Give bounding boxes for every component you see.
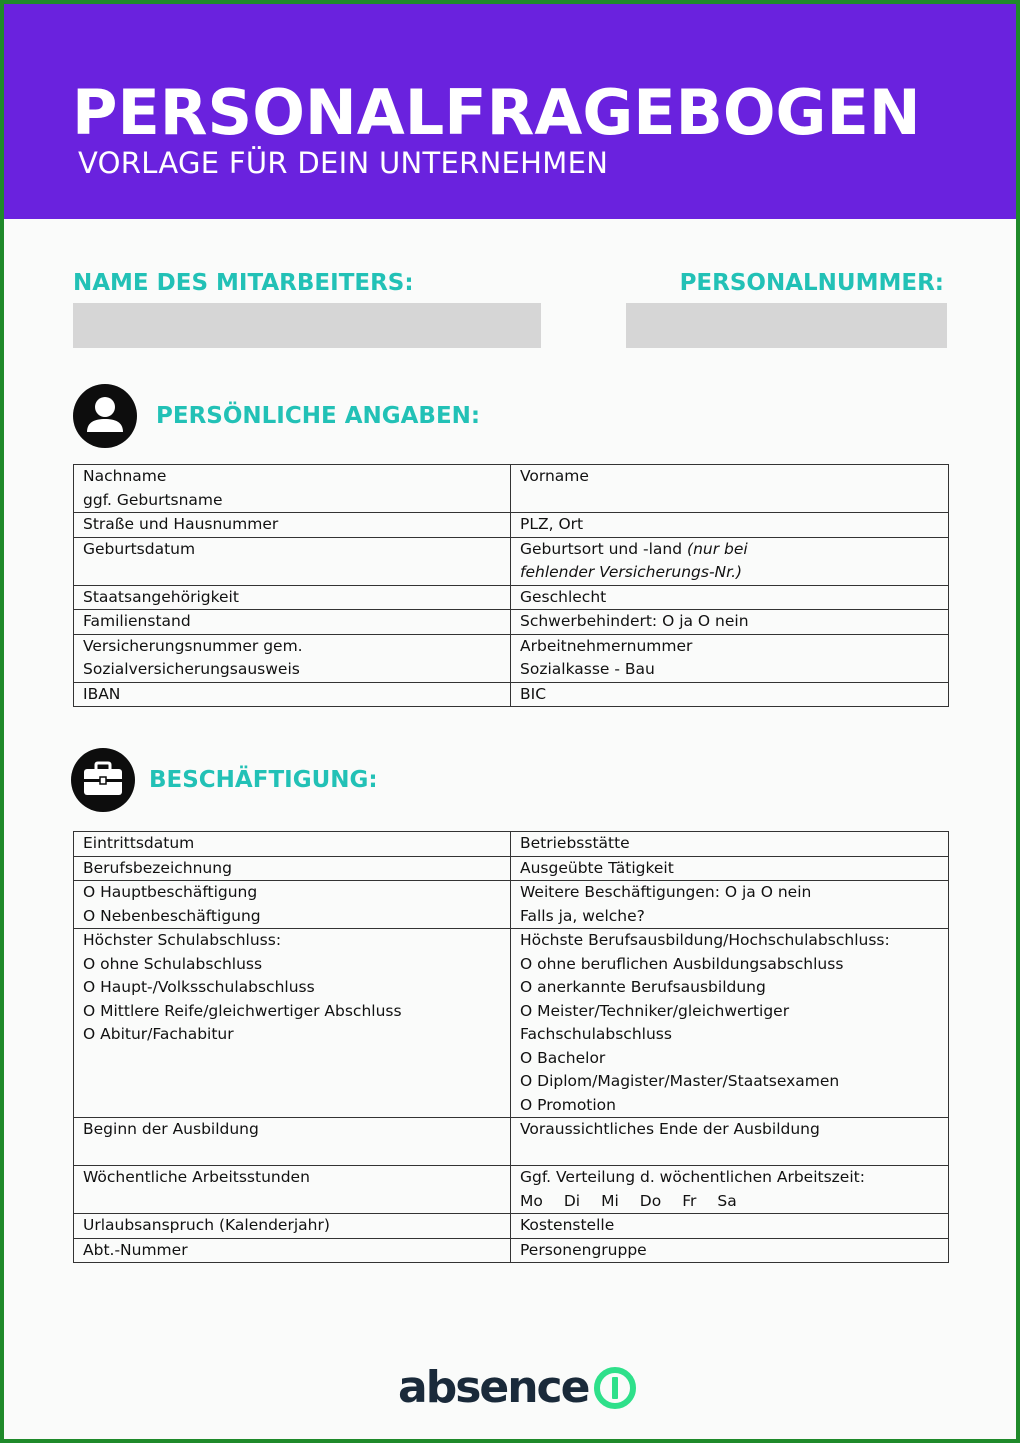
table-cell[interactable] [74,682,511,707]
cell-label: ggf. Geburtsname [83,490,223,509]
cell-label: Personengruppe [520,1240,647,1259]
cell-label: BIC [520,684,547,703]
cell-label: Familienstand [83,612,191,630]
cell-label: Arbeitnehmernummer [520,636,693,655]
weekday-do[interactable]: Do [639,1191,662,1210]
table-cell[interactable] [511,465,949,513]
cell-label: Sozialversicherungsausweis [83,660,300,678]
table-cell[interactable] [511,832,949,857]
option-item[interactable]: O Mittlere Reife/gleichwertiger Abschluss [83,1001,402,1020]
option-weitere[interactable]: Weitere Beschäftigungen: O ja O nein [520,883,812,901]
cell-label: Falls ja, welche? [520,906,645,925]
cell-label: Betriebsstätte [520,834,630,852]
table-cell[interactable] [511,634,949,682]
cell-label-note [520,561,939,585]
table-row [74,1238,949,1263]
personal-data-table [73,464,949,707]
option-item[interactable]: O anerkannte Berufsausbildung [520,978,766,996]
cell-label: Vorname [520,467,589,485]
person-icon [73,384,137,448]
cell-label: Urlaubsanspruch (Kalenderjahr) [83,1216,330,1234]
table-cell[interactable] [74,929,511,1118]
cell-label [520,538,939,562]
employee-name-field[interactable] [73,303,541,348]
cell-label: Ausgeübte Tätigkeit [520,858,674,877]
table-cell[interactable] [74,465,511,513]
option-item[interactable]: O Abitur/Fachabitur [83,1025,234,1043]
cell-label: Wöchentliche Arbeitsstunden [83,1168,310,1186]
cell-label-note: (nur bei [687,539,748,558]
table-cell[interactable] [511,929,949,1118]
weekday-mo[interactable]: Mo [520,1191,543,1210]
table-cell[interactable] [74,537,511,585]
table-row [74,465,949,513]
cell-label: IBAN [83,684,121,703]
table-cell[interactable] [74,832,511,857]
table-cell[interactable] [74,585,511,610]
cell-label: Höchste Berufsausbildung/Hochschulabschluss: [520,931,890,949]
table-row [74,585,949,610]
header-banner [4,4,1016,219]
employment-data-table [73,831,949,1263]
briefcase-icon [71,748,135,812]
table-row [74,881,949,929]
table-cell[interactable] [74,610,511,635]
option-haupt[interactable]: O Hauptbeschäftigung [83,883,258,901]
power-icon [592,1365,638,1411]
weekday-mi[interactable]: Mi [601,1191,619,1210]
cell-label: Versicherungsnummer gem. [83,636,303,655]
table-cell[interactable] [74,1238,511,1263]
table-row [74,513,949,538]
table-row [74,1166,949,1214]
table-row [74,634,949,682]
table-cell[interactable] [74,856,511,881]
option-item-cont: Fachschulabschluss [520,1025,672,1043]
personal-number-field[interactable] [626,303,947,348]
table-cell[interactable] [511,513,949,538]
table-cell[interactable] [74,1214,511,1239]
cell-label-main: Geburtsort und -land [520,539,683,558]
option-item[interactable]: O Bachelor [520,1048,606,1067]
personal-number-label: PERSONALNUMMER: [679,270,944,296]
cell-label: Nachname [83,467,167,485]
table-row [74,682,949,707]
cell-label: Straße und Hausnummer [83,515,279,533]
cell-label: PLZ, Ort [520,515,584,533]
cell-label: Beginn der Ausbildung [83,1120,259,1138]
table-row [74,832,949,857]
table-cell[interactable] [511,856,949,881]
table-cell[interactable] [511,1214,949,1239]
cell-label: Sozialkasse - Bau [520,660,655,678]
table-cell[interactable] [74,881,511,929]
table-cell[interactable] [511,1118,949,1166]
weekday-di[interactable]: Di [563,1191,581,1210]
absence-logo [398,1362,638,1412]
table-cell[interactable] [511,1166,949,1214]
cell-label: Voraussichtliches Ende der Ausbildung [520,1120,820,1138]
document-title: PERSONALFRAGEBOGEN [72,76,921,149]
option-item[interactable]: O Haupt-/Volksschulabschluss [83,978,315,996]
table-row [74,1214,949,1239]
table-cell[interactable] [511,1238,949,1263]
weekday-list [520,1190,939,1214]
cell-label: Höchster Schulabschluss: [83,931,282,949]
option-item[interactable]: O Promotion [520,1095,616,1114]
option-item[interactable]: O Meister/Techniker/gleichwertiger [520,1001,790,1020]
section-title-personal: PERSÖNLICHE ANGABEN: [156,403,481,429]
employee-name-label: NAME DES MITARBEITERS: [73,270,414,296]
option-item[interactable]: O ohne Schulabschluss [83,954,263,973]
cell-label-note-text: fehlender Versicherungs-Nr.) [520,563,743,581]
table-cell[interactable] [74,1118,511,1166]
document-subtitle: VORLAGE FÜR DEIN UNTERNEHMEN [78,146,609,180]
cell-label: Eintrittsdatum [83,834,195,852]
table-row [74,610,949,635]
cell-label: Staatsangehörigkeit [83,587,239,606]
table-cell[interactable] [74,634,511,682]
cell-label: Berufsbezeichnung [83,858,232,877]
table-cell[interactable] [511,537,949,585]
table-cell[interactable] [511,881,949,929]
section-title-employment: BESCHÄFTIGUNG: [149,767,378,793]
table-row [74,537,949,585]
cell-label: Geschlecht [520,587,607,606]
cell-label: Ggf. Verteilung d. wöchentlichen Arbeitszeit: [520,1168,865,1186]
table-cell[interactable] [511,585,949,610]
weekday-fr[interactable]: Fr [682,1191,697,1210]
cell-label: Kostenstelle [520,1216,615,1234]
option-item[interactable]: O ohne beruflichen Ausbildungsabschluss [520,954,844,973]
cell-label: Schwerbehindert: O ja O nein [520,612,749,630]
weekday-sa[interactable]: Sa [717,1191,737,1210]
logo-text: absence [398,1362,589,1413]
table-cell[interactable] [74,1166,511,1214]
table-cell[interactable] [511,682,949,707]
table-row [74,856,949,881]
table-cell[interactable] [74,513,511,538]
table-row [74,929,949,1118]
cell-label: Abt.-Nummer [83,1240,188,1259]
option-neben[interactable]: O Nebenbeschäftigung [83,906,261,925]
option-item[interactable]: O Diplom/Magister/Master/Staatsexamen [520,1072,840,1090]
table-cell[interactable] [511,610,949,635]
cell-label: Geburtsdatum [83,539,196,558]
table-row [74,1118,949,1166]
